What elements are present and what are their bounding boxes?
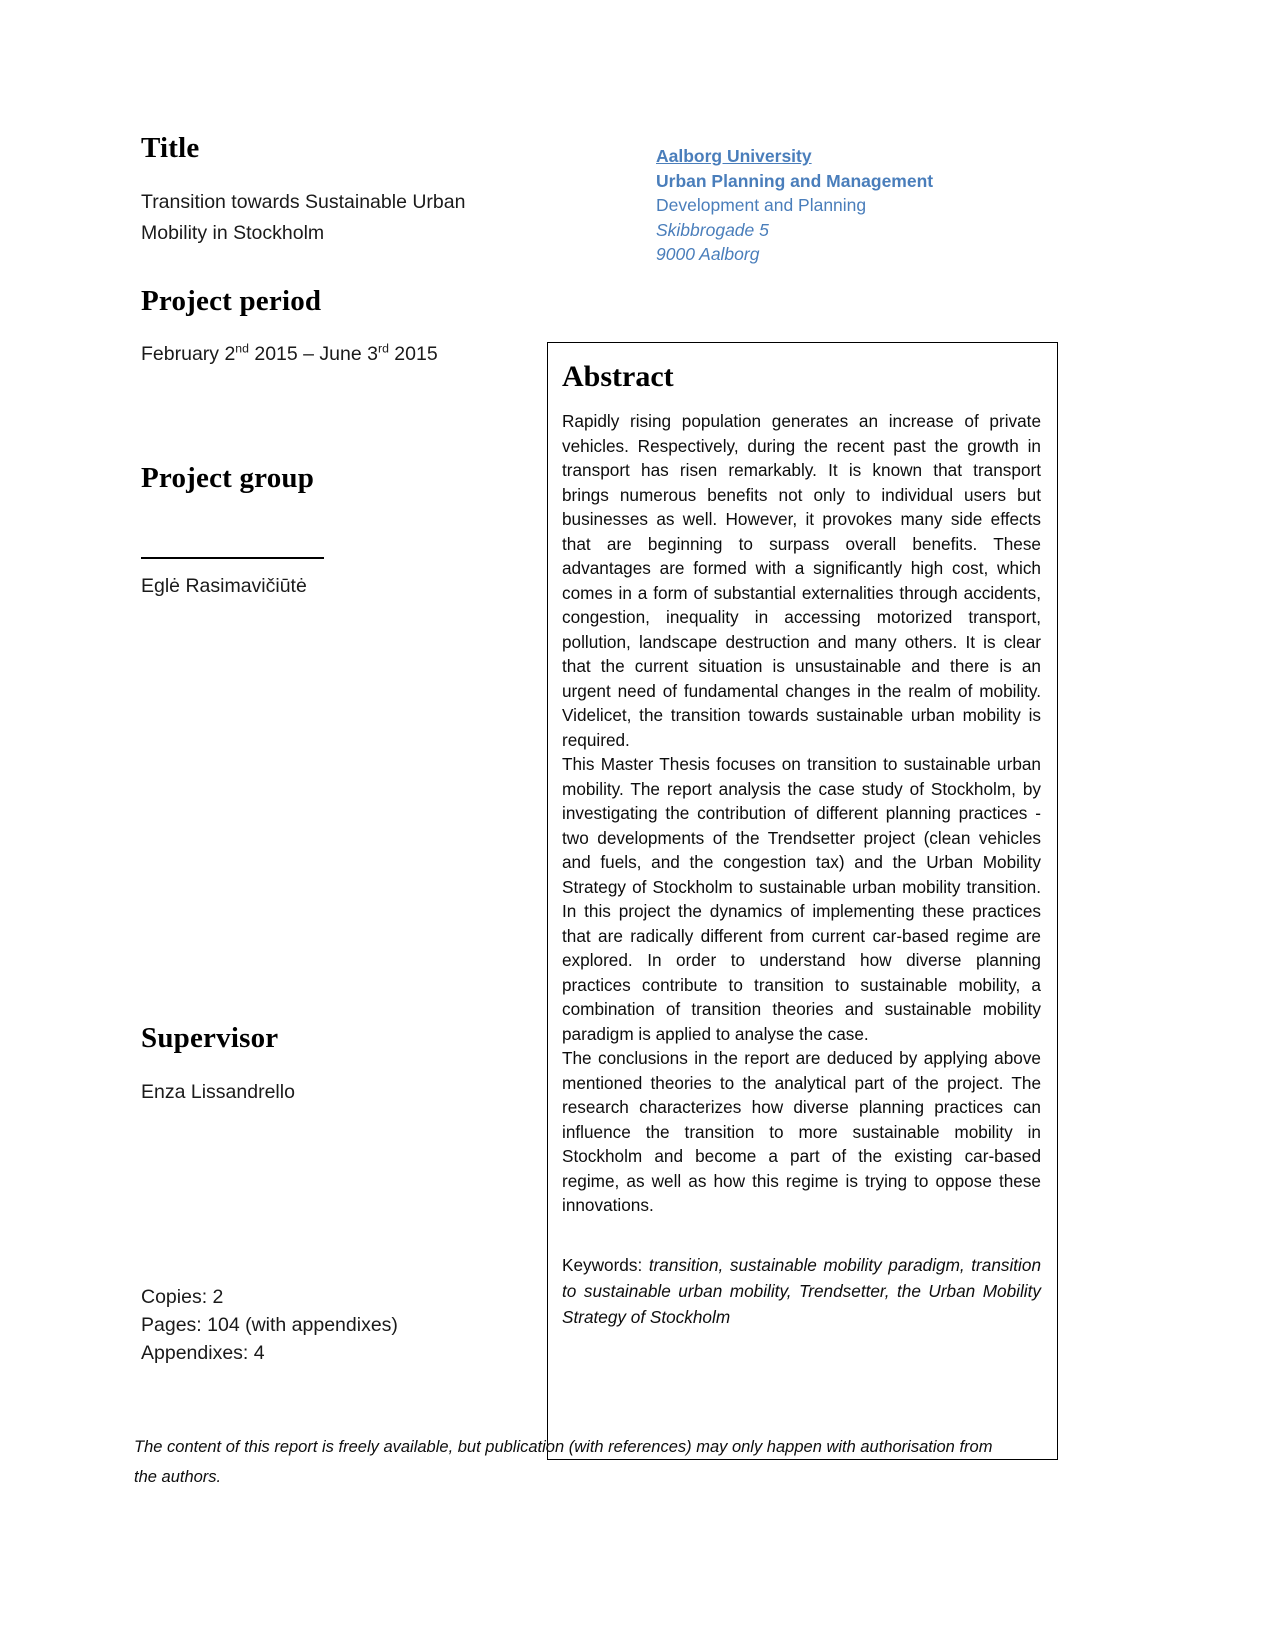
left-column [141,132,531,602]
keywords-terms: transition, sustainable mobility paradigm, transition to sustainable urban mobility, Trendsetter, the Urban Mobility Strategy of Stockholm [562,1254,1041,1327]
title-heading: Title [141,132,200,164]
publication-stats [141,1283,561,1367]
project-period-heading: Project period [141,285,322,318]
supervisor-heading: Supervisor [141,1022,279,1054]
university-address-block [656,144,1056,267]
period-suffix: 2015 [388,342,438,365]
period-prefix: February 2 [141,342,236,365]
university-city: 9000 Aalborg [656,244,760,265]
project-period-value [141,339,531,370]
university-programme: Urban Planning and Management [656,170,934,191]
abstract-paragraph-1: Rapidly rising population generates an increase of private vehicles. Respectively, during the recent past the growth in transport has risen remarkably. It is known that transport brings numerous benefits not only to individual users but businesses as well. However, it provokes many side effects that are beginning to surpass overall benefits. These advantages are formed with a significantly high cost, which comes in a form of substantial externalities through accidents, congestion, inequality in accessing motorized transport, pollution, landscape destruction and many others. It is clear that the current situation is unsustainable and there is an urgent need of fundamental changes in the realm of mobility. Videlicet, the transition towards sustainable urban mobility is required. [562,411,1041,750]
title-value-line1: Transition towards Sustainable Urban [141,191,466,214]
period-ordinal-start: nd [235,341,249,356]
abstract-box [547,342,1058,1460]
university-department: Development and Planning [656,195,867,216]
period-middle: 2015 – June 3 [248,342,378,365]
period-ordinal-end: rd [377,341,389,356]
keywords-line [562,1252,1041,1330]
project-group-heading: Project group [141,461,315,494]
pages-count: Pages: 104 (with appendixes) [141,1314,398,1336]
title-value-line2: Mobility in Stockholm [141,222,325,245]
abstract-heading: Abstract [562,360,674,393]
supervisor-name: Enza Lissandrello [141,1081,295,1104]
university-street: Skibbrogade 5 [656,219,769,240]
university-name: Aalborg University [656,146,812,166]
supervisor-block [141,1022,531,1108]
copies-count: Copies: 2 [141,1286,224,1308]
footer-note: The content of this report is freely available, but publication (with references) may only happen with authorisation from the authors. [134,1438,993,1486]
project-group-member: Eglė Rasimavičiūtė [141,575,307,598]
abstract-paragraph-2: This Master Thesis focuses on transition to sustainable urban mobility. The report analysis the case study of Stockholm, by investigating the contribution of different planning practices - two developments of the Trendsetter project (clean vehicles and fuels, and the congestion tax) and the Urban Mobility Strategy of Stockholm to sustainable urban mobility transition. In this project the dynamics of implementing these practices that are radically different from current car-based regime are explored. In order to understand how diverse planning practices contribute to transition to sustainable mobility, a combination of transition theories and sustainable mobility paradigm is applied to analyse the case. [562,754,1041,1044]
signature-line [141,557,324,559]
keywords-spacer [562,1218,1041,1252]
keywords-label: Keywords: [562,1254,649,1275]
abstract-paragraph-3: The conclusions in the report are deduced by applying above mentioned theories to the analytical part of the project. The research characterizes how diverse planning practices can influence the transition to more sustainable mobility in Stockholm and become a part of the existing car-based regime, as well as how this regime is trying to oppose these innovations. [562,1048,1041,1215]
appendixes-count: Appendixes: 4 [141,1342,265,1364]
